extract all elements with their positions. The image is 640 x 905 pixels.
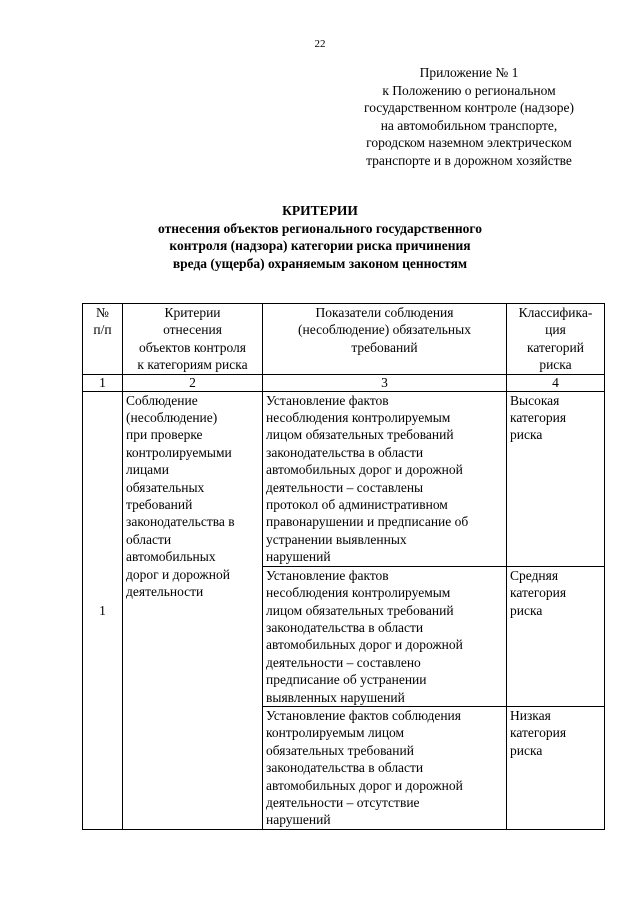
column-number: 3 <box>263 374 507 391</box>
column-number: 2 <box>123 374 263 391</box>
category-cell: Высокая категория риска <box>507 391 605 566</box>
appendix-line: на автомобильном транспорте, <box>380 117 558 133</box>
indicator-cell: Установление фактов несоблюдения контролируемым лицом обязательных требований законодательства в области автомобильных дорог и дорожной деятельности – составлено предписание об устранении выявленных нарушений <box>263 566 507 706</box>
appendix-line: к Положению о региональном <box>382 82 556 98</box>
title-line: контроля (надзора) категории риска причинения <box>169 238 471 253</box>
table-header-row <box>83 304 605 375</box>
header-classification: Классифика- ция категорий риска <box>507 304 605 375</box>
column-number: 4 <box>507 374 605 391</box>
table-row <box>83 391 605 566</box>
title-line: вреда (ущерба) охраняемым законом ценностям <box>172 255 468 271</box>
header-number: № п/п <box>83 304 123 375</box>
appendix-line: транспорте и в дорожном хозяйстве <box>366 152 572 168</box>
appendix-line: Приложение № 1 <box>419 65 519 80</box>
title-heading: КРИТЕРИИ <box>282 203 358 218</box>
category-cell: Низкая категория риска <box>507 706 605 829</box>
document-title <box>100 202 540 272</box>
column-number-row <box>83 374 605 391</box>
appendix-reference <box>340 64 598 169</box>
appendix-line: городском наземном электрическом <box>366 135 572 150</box>
indicator-cell: Установление фактов несоблюдения контролируемым лицом обязательных требований законодательства в области автомобильных дорог и дорожной деятельности – составлены протокол об административном правонарушении и предписание об устранении выявленных нарушений <box>263 391 507 566</box>
header-criteria: Критерии отнесения объектов контроля к категориям риска <box>123 304 263 375</box>
category-cell: Средняя категория риска <box>507 566 605 706</box>
header-indicators: Показатели соблюдения (несоблюдение) обязательных требований <box>263 304 507 375</box>
column-number: 1 <box>83 374 123 391</box>
criterion-cell: Соблюдение (несоблюдение) при проверке контролируемыми лицами обязательных требований законодательства в области автомобильных дорог и дорожной деятельности <box>123 391 263 829</box>
page-number: 22 <box>314 38 326 50</box>
appendix-line: государственном контроле (надзоре) <box>364 100 574 115</box>
indicator-cell: Установление фактов соблюдения контролируемым лицом обязательных требований законодательства в области автомобильных дорог и дорожной деятельности – отсутствие нарушений <box>263 706 507 829</box>
row-number: 1 <box>83 391 123 829</box>
title-line: отнесения объектов регионального государственного <box>158 220 482 236</box>
criteria-table <box>82 303 605 830</box>
